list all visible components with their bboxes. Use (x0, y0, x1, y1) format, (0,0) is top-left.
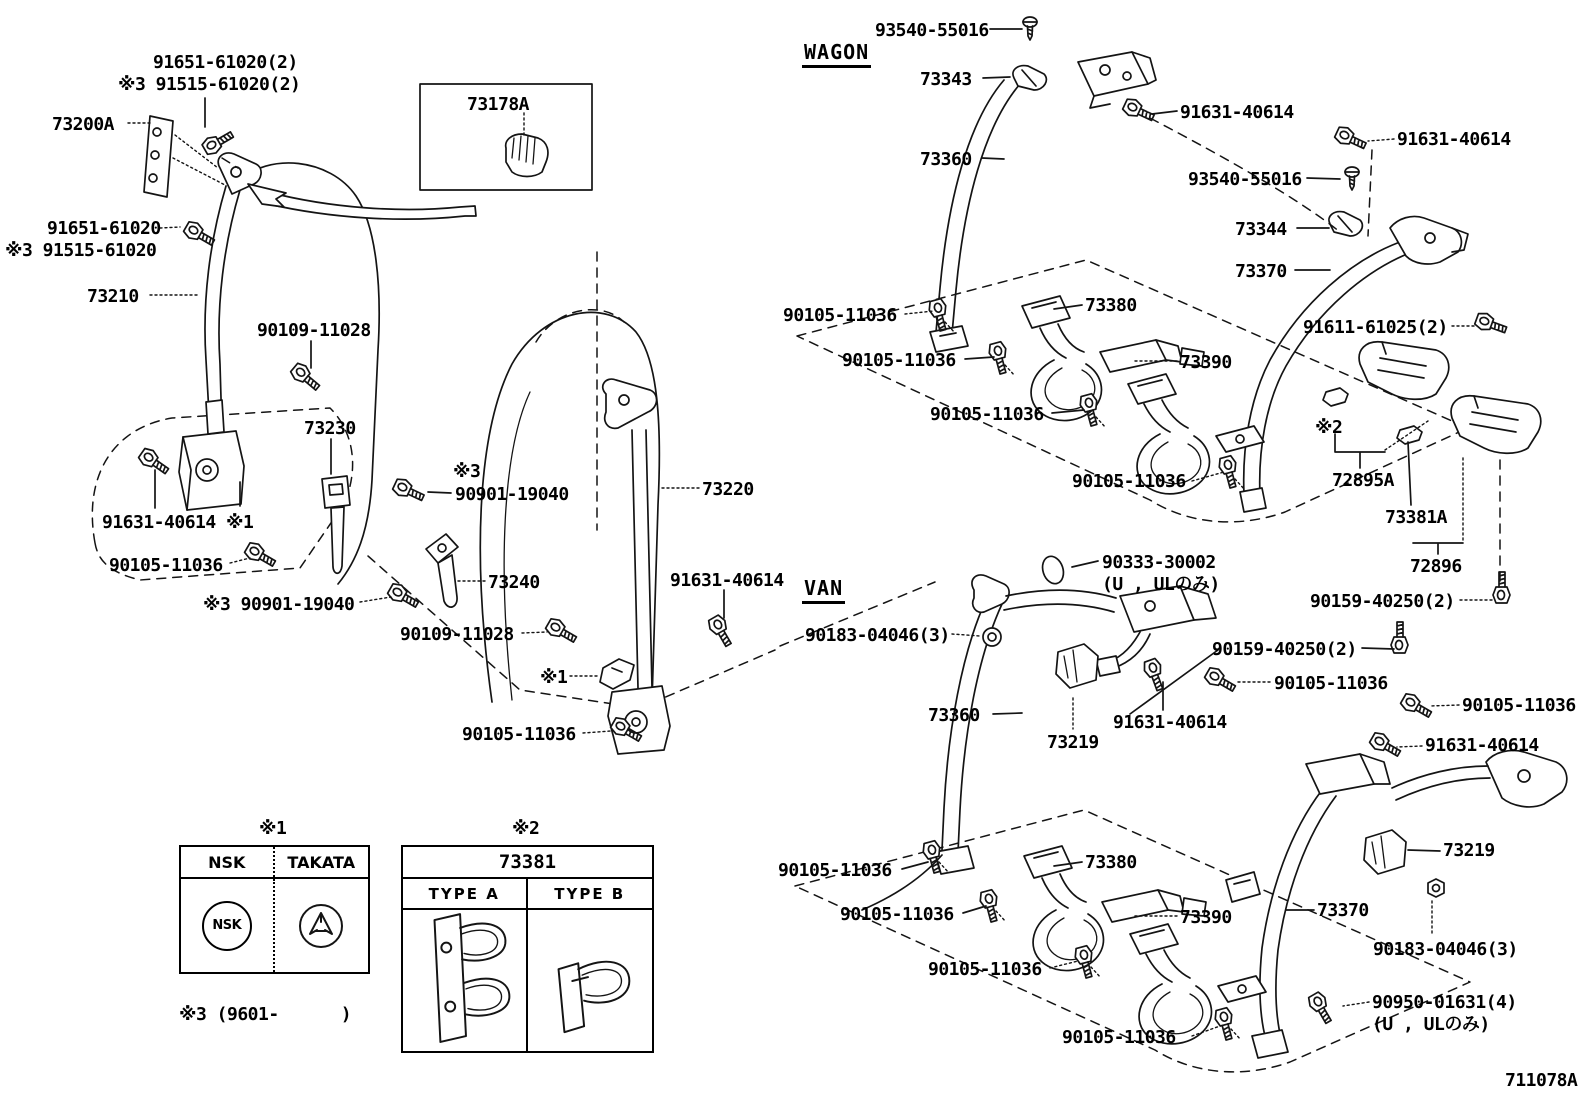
note-mark: ※3 (453, 461, 481, 482)
takata-logo-icon (296, 901, 346, 951)
part-label: 91631-40614 (1397, 129, 1511, 150)
part-label: 90109-11028 (400, 624, 514, 645)
part-label: 73219 (1443, 840, 1495, 861)
part-label: 90105-11036 (462, 724, 576, 745)
part-label: 90105-11036 (1462, 695, 1576, 716)
supplier-logo-table (179, 845, 370, 974)
part-label: 90333-30002 (1102, 552, 1216, 573)
part-label: 91631-40614 (670, 570, 784, 591)
note-mark: ※1 (226, 512, 254, 533)
note-mark: ※2 (512, 818, 540, 839)
part-label: 73230 (304, 418, 356, 439)
part-label: 90105-11036 (840, 904, 954, 925)
part-label: ※3 90901-19040 (203, 594, 355, 615)
part-label: 91611-61025(2) (1303, 317, 1448, 338)
part-label: 90105-11036 (109, 555, 223, 576)
supplier-col-takata: TAKATA (287, 852, 356, 872)
part-label-note: (U , ULのみ) (1372, 1014, 1490, 1035)
part-label: 90105-11036 (783, 305, 897, 326)
footnote: ※3 (9601- ) (179, 1004, 352, 1025)
diagram-id: 711078A (1505, 1070, 1578, 1091)
part-label: 90105-11036 (1062, 1027, 1176, 1048)
clip-col-type-b: TYPE B (554, 884, 626, 903)
clip-type-table (401, 845, 654, 1053)
nsk-logo-text: NSK (212, 918, 242, 933)
part-label: 90950-01631(4) (1372, 992, 1517, 1013)
part-label: 90183-04046(3) (1373, 939, 1518, 960)
section-header-wagon: WAGON (802, 42, 871, 68)
part-label: 90901-19040 (455, 484, 569, 505)
part-label: 73240 (488, 572, 540, 593)
part-label: 90105-11036 (930, 404, 1044, 425)
part-label: 91631-40614 (1113, 712, 1227, 733)
part-label: 90109-11028 (257, 320, 371, 341)
part-label: 72895A (1332, 470, 1395, 491)
nsk-logo (181, 879, 275, 972)
part-label: 73343 (920, 69, 972, 90)
section-header-van: VAN (802, 578, 845, 604)
supplier-col-nsk: NSK (181, 847, 275, 877)
part-label: 90105-11036 (1072, 471, 1186, 492)
part-label: 73178A (467, 94, 530, 115)
note-mark: ※1 (259, 818, 287, 839)
part-label: 73360 (920, 149, 972, 170)
part-label: 73220 (702, 479, 754, 500)
part-label: 73381A (1385, 507, 1448, 528)
part-label: 73370 (1317, 900, 1369, 921)
clip-type-a-drawing (403, 910, 528, 1051)
takata-logo (275, 879, 369, 972)
clip-table-part-number: 73381 (403, 847, 652, 879)
part-label: 73380 (1085, 295, 1137, 316)
part-label: 91631-40614 (1180, 102, 1294, 123)
clip-col-type-a: TYPE A (403, 879, 528, 908)
front-seatbelt-drawing (92, 84, 935, 754)
part-label: 93540-55016 (1188, 169, 1302, 190)
part-label: 73360 (928, 705, 980, 726)
part-label: 90183-04046(3) (805, 625, 950, 646)
part-label: 73370 (1235, 261, 1287, 282)
part-label: ※3 91515-61020 (5, 240, 157, 261)
note-mark: ※1 (540, 667, 568, 688)
part-label: 73390 (1180, 352, 1232, 373)
part-label: 91631-40614 (1425, 735, 1539, 756)
clip-type-b-drawing (528, 910, 653, 1051)
part-label: 73219 (1047, 732, 1099, 753)
part-label-note: (U , ULのみ) (1102, 574, 1220, 595)
part-label: 90105-11036 (842, 350, 956, 371)
part-label: 90159-40250(2) (1212, 639, 1357, 660)
part-label: 73344 (1235, 219, 1287, 240)
part-label: 90105-11036 (778, 860, 892, 881)
part-label: 73380 (1085, 852, 1137, 873)
part-label: 91651-61020 (47, 218, 161, 239)
part-label: 91651-61020(2) (153, 52, 298, 73)
part-label: ※3 91515-61020(2) (118, 74, 301, 95)
note-mark: ※2 (1315, 417, 1343, 438)
part-label: 93540-55016 (875, 20, 989, 41)
part-label: 91631-40614 (102, 512, 216, 533)
part-label: 90105-11036 (1274, 673, 1388, 694)
part-label: 73210 (87, 286, 139, 307)
part-label: 73390 (1180, 907, 1232, 928)
part-label: 72896 (1410, 556, 1462, 577)
part-label: 90105-11036 (928, 959, 1042, 980)
part-label: 73200A (52, 114, 115, 135)
part-label: 90159-40250(2) (1310, 591, 1455, 612)
